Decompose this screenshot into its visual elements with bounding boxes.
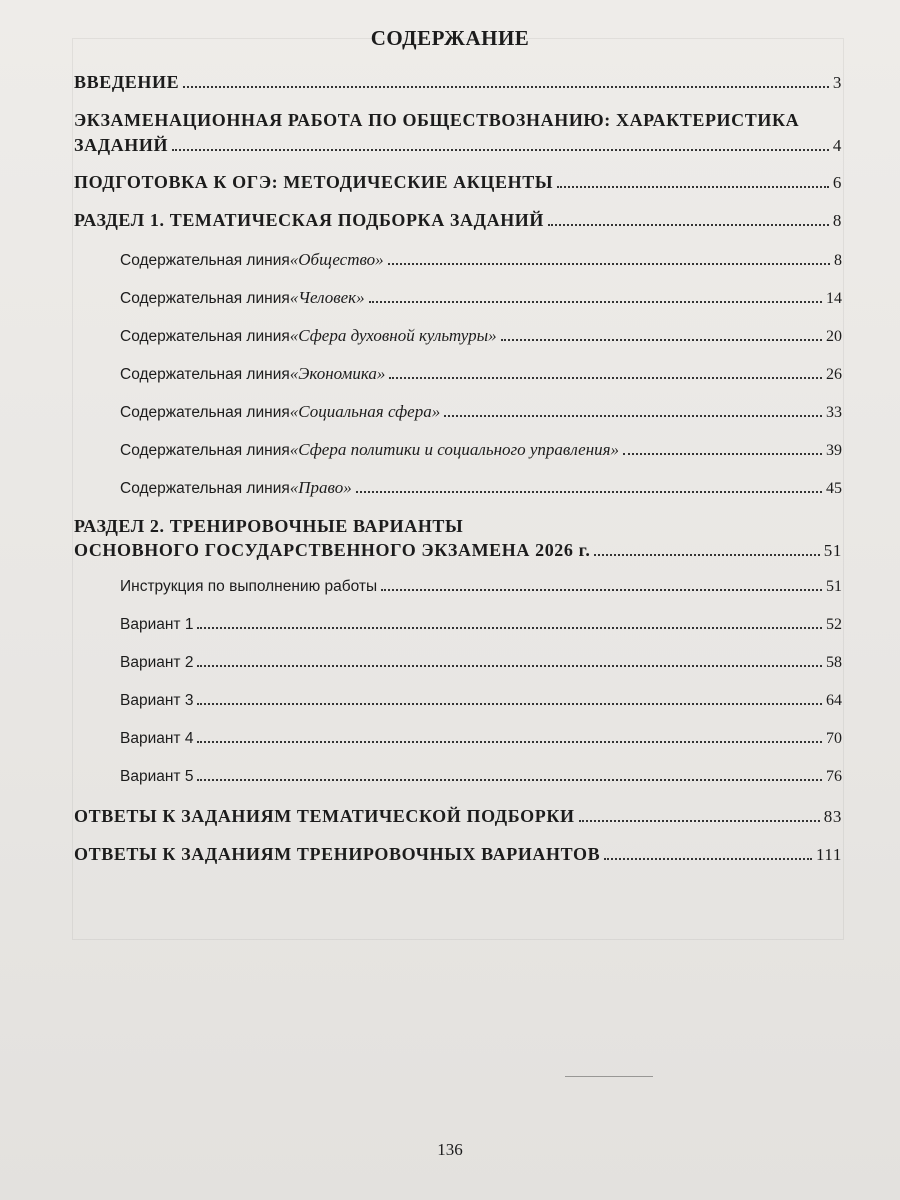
- toc-entry-label: РАЗДЕЛ 1. ТЕМАТИЧЕСКАЯ ПОДБОРКА ЗАДАНИЙ: [74, 210, 544, 230]
- subentry-prefix: Содержательная линия: [120, 404, 290, 421]
- dot-leader: [548, 224, 829, 226]
- toc-subentry-variant-4[interactable]: [74, 730, 842, 748]
- toc-page-number: 39: [826, 442, 842, 459]
- toc-entry-section-1[interactable]: [74, 210, 842, 231]
- toc-page-number: 51: [826, 578, 842, 595]
- toc-subentry-law[interactable]: [74, 478, 842, 498]
- dot-leader: [381, 589, 822, 591]
- toc-entry-answers-variants[interactable]: [74, 844, 842, 865]
- toc-page-number: 4: [832, 136, 842, 155]
- subentry-label: Вариант 5: [120, 768, 194, 785]
- toc-page-number: 45: [826, 480, 842, 497]
- toc-subentry-variant-3[interactable]: [74, 692, 842, 710]
- toc-subentry-variant-2[interactable]: [74, 654, 842, 672]
- toc-page-number: 70: [826, 730, 842, 747]
- subentry-prefix: Содержательная линия: [120, 328, 290, 345]
- subentry-topic: «Общество»: [289, 250, 384, 269]
- toc-page-number: 20: [826, 328, 842, 345]
- dot-leader: [197, 741, 822, 743]
- subentry-topic: «Сфера политики и социального управления»: [289, 440, 620, 459]
- toc-page-number: 33: [826, 404, 842, 421]
- subentry-label: Вариант 1: [120, 616, 194, 633]
- toc-entry-label: ОТВЕТЫ К ЗАДАНИЯМ ТРЕНИРОВОЧНЫХ ВАРИАНТОВ: [74, 844, 601, 864]
- subentry-topic: «Экономика»: [289, 364, 386, 383]
- toc-page-number: 111: [815, 845, 842, 864]
- toc-subentry-spiritual-culture[interactable]: [74, 326, 842, 346]
- dot-leader: [557, 186, 829, 188]
- subentry-prefix: Содержательная линия: [120, 480, 290, 497]
- toc-subentry-variant-5[interactable]: [74, 768, 842, 786]
- subentry-label: Вариант 3: [120, 692, 194, 709]
- toc-page-number: 83: [823, 807, 842, 826]
- toc-page-number: 26: [826, 366, 842, 383]
- subentry-prefix: Содержательная линия: [120, 290, 290, 307]
- dot-leader: [501, 339, 822, 341]
- subentry-topic: «Человек»: [289, 288, 365, 307]
- subentry-prefix: Содержательная линия: [120, 252, 290, 269]
- subentry-topic: «Право»: [289, 478, 352, 497]
- toc-entry-label-line2: ЗАДАНИЙ: [74, 135, 169, 155]
- toc-page-number: 6: [832, 173, 842, 192]
- toc-entry-label-line1: РАЗДЕЛ 2. ТРЕНИРОВОЧНЫЕ ВАРИАНТЫ: [74, 516, 464, 536]
- dot-leader: [604, 858, 812, 860]
- toc-entry-label: ПОДГОТОВКА К ОГЭ: МЕТОДИЧЕСКИЕ АКЦЕНТЫ: [74, 172, 554, 192]
- toc-page-number: 64: [826, 692, 842, 709]
- dot-leader: [594, 554, 819, 556]
- toc-page-number: 3: [832, 73, 842, 92]
- toc-page-number: 8: [832, 211, 842, 230]
- dot-leader: [444, 415, 822, 417]
- toc-subentry-society[interactable]: [74, 250, 842, 270]
- subentry-label: Инструкция по выполнению работы: [120, 578, 378, 595]
- dot-leader: [172, 149, 829, 151]
- toc-page-number: 8: [834, 252, 842, 269]
- toc-page-number: 51: [823, 541, 842, 560]
- pencil-stroke: [565, 1076, 653, 1077]
- toc-entry-label-line2: ОСНОВНОГО ГОСУДАРСТВЕННОГО ЭКЗАМЕНА 2026 г.: [74, 540, 591, 560]
- toc-entry-section-2[interactable]: [74, 516, 842, 558]
- toc-subentry-variant-1[interactable]: [74, 616, 842, 634]
- subentry-label: Вариант 2: [120, 654, 194, 671]
- toc-subentry-instructions[interactable]: [74, 578, 842, 596]
- dot-leader: [183, 86, 829, 88]
- page-number: 136: [437, 1140, 463, 1159]
- page-title: СОДЕРЖАНИЕ: [370, 26, 530, 50]
- subentry-topic: «Социальная сфера»: [289, 402, 441, 421]
- toc-entry-line2: [74, 135, 842, 156]
- dot-leader: [356, 491, 822, 493]
- dot-leader: [197, 627, 822, 629]
- dot-leader: [197, 779, 822, 781]
- dot-leader: [197, 665, 822, 667]
- toc-entry-line2: [74, 540, 842, 561]
- subentry-prefix: Содержательная линия: [120, 442, 290, 459]
- toc-entry-methodical-accents[interactable]: [74, 172, 842, 193]
- toc-page-number: 14: [826, 290, 842, 307]
- toc-subentry-person[interactable]: [74, 288, 842, 308]
- toc-entry-label: ВВЕДЕНИЕ: [74, 72, 180, 92]
- toc-subentry-economy[interactable]: [74, 364, 842, 384]
- toc-page-number: 58: [826, 654, 842, 671]
- dot-leader: [623, 453, 822, 455]
- dot-leader: [388, 263, 830, 265]
- dot-leader: [579, 820, 820, 822]
- subentry-prefix: Содержательная линия: [120, 366, 290, 383]
- toc-entry-introduction[interactable]: [74, 72, 842, 93]
- toc-subentry-social-sphere[interactable]: [74, 402, 842, 422]
- subentry-label: Вариант 4: [120, 730, 194, 747]
- toc-page-number: 52: [826, 616, 842, 633]
- dot-leader: [197, 703, 822, 705]
- dot-leader: [369, 301, 822, 303]
- toc-entry-label: ОТВЕТЫ К ЗАДАНИЯМ ТЕМАТИЧЕСКОЙ ПОДБОРКИ: [74, 806, 575, 826]
- toc-subentry-politics[interactable]: [74, 440, 842, 460]
- toc-entry-exam-characteristics[interactable]: [74, 110, 842, 155]
- toc-entry-label-line1: ЭКЗАМЕНАЦИОННАЯ РАБОТА ПО ОБЩЕСТВОЗНАНИЮ: ХАРАКТЕРИСТИКА: [74, 110, 800, 130]
- toc-entry-answers-thematic[interactable]: [74, 806, 842, 827]
- dot-leader: [389, 377, 822, 379]
- toc-page-number: 76: [826, 768, 842, 785]
- subentry-topic: «Сфера духовной культуры»: [289, 326, 497, 345]
